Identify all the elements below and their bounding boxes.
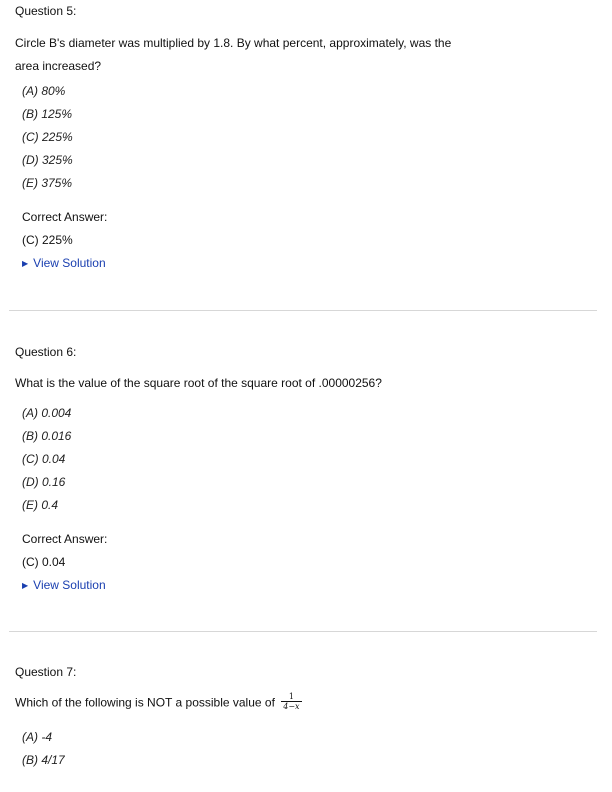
- option-e: (E) 375%: [22, 176, 73, 190]
- question-text-line: Circle B's diameter was multiplied by 1.8. By what percent, approximately, was the: [15, 36, 452, 50]
- view-solution-toggle[interactable]: [22, 578, 106, 592]
- option-d: (D) 0.16: [22, 475, 66, 489]
- option-a: (A) 0.004: [22, 406, 72, 420]
- triangle-right-icon: ▶: [22, 581, 29, 590]
- divider: [9, 631, 597, 632]
- fraction-numerator: 1: [281, 692, 301, 702]
- question-text: [15, 36, 575, 73]
- option-b: (B) 4/17: [22, 753, 65, 767]
- view-solution-label: View Solution: [33, 578, 106, 592]
- option-c: (C) 225%: [22, 130, 73, 144]
- question-text-line: Which of the following is NOT a possible value of: [15, 695, 275, 710]
- view-solution-toggle[interactable]: [22, 256, 106, 270]
- option-a: (A) -4: [22, 730, 52, 744]
- correct-answer-value: (C) 0.04: [22, 555, 66, 569]
- option-d: (D) 325%: [22, 153, 73, 167]
- option-b: (B) 0.016: [22, 429, 72, 443]
- triangle-right-icon: ▶: [22, 259, 29, 268]
- correct-answer-label: Correct Answer:: [22, 532, 108, 546]
- question-text-line: area increased?: [15, 59, 102, 73]
- option-e: (E) 0.4: [22, 498, 59, 512]
- option-c: (C) 0.04: [22, 452, 66, 466]
- correct-answer-label: Correct Answer:: [22, 210, 108, 224]
- question-title: Question 5:: [15, 4, 77, 18]
- option-b: (B) 125%: [22, 107, 73, 121]
- question-text-line: What is the value of the square root of the square root of .00000256?: [15, 376, 382, 390]
- fraction: [281, 692, 301, 711]
- question-text: [15, 376, 575, 390]
- question-title: Question 6:: [15, 345, 77, 359]
- correct-answer-value: (C) 225%: [22, 233, 73, 247]
- question-title: Question 7:: [15, 665, 77, 679]
- divider: [9, 310, 597, 311]
- option-a: (A) 80%: [22, 84, 66, 98]
- fraction-denominator: 4−x: [283, 702, 300, 711]
- view-solution-label: View Solution: [33, 256, 106, 270]
- question-text: [15, 694, 575, 713]
